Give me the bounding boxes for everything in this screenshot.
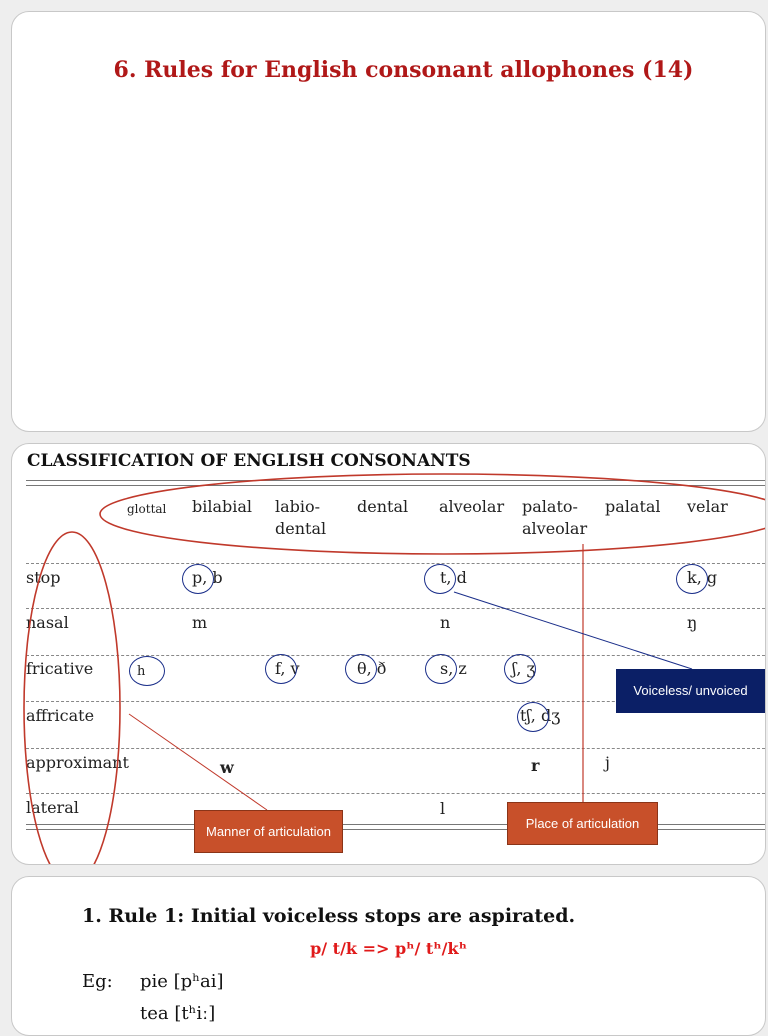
chart-title: CLASSIFICATION OF ENGLISH CONSONANTS	[27, 451, 471, 471]
example-item: pie [pʰai]	[140, 971, 224, 992]
cell-approx-palatal: j	[605, 753, 610, 772]
cell-fric-glottal: h	[137, 664, 146, 679]
place-of-articulation-callout: Place of articulation	[507, 802, 658, 845]
place-header-line2: alveolar	[522, 519, 588, 538]
place-header-velar: velar	[687, 497, 728, 516]
cell-nasal-alveolar: n	[440, 613, 451, 632]
manner-nasal: nasal	[26, 613, 69, 632]
manner-approximant: approximant	[26, 753, 129, 772]
place-header-line1: labio-	[275, 497, 321, 516]
place-header-alveolar: alveolar	[439, 497, 505, 516]
example-item: tea [tʰiː]	[140, 1003, 216, 1024]
place-header-bilabial: bilabial	[192, 497, 253, 516]
voiceless-callout: Voiceless/ unvoiced	[616, 669, 765, 713]
manner-lateral: lateral	[26, 798, 79, 817]
example-label: Eg:	[82, 971, 113, 992]
cell-nasal-velar: ŋ	[687, 613, 698, 632]
manner-of-articulation-callout: Manner of articulation	[194, 810, 343, 853]
cell-approx-palatoalveolar: r	[531, 756, 540, 775]
cell-lateral-alveolar: l	[440, 799, 446, 818]
cell-fric-dental: θ, ð	[357, 659, 387, 678]
manner-stop: stop	[26, 568, 61, 587]
slide-3-rule-1	[11, 876, 766, 1036]
cell-stop-velar: k, g	[687, 568, 718, 587]
place-header-palatal: palatal	[605, 497, 661, 516]
place-header-dental: dental	[357, 497, 409, 516]
place-header-line1: palato-	[522, 497, 578, 516]
cell-fric-palatoalveolar: ʃ, ʒ	[512, 659, 536, 678]
cell-fric-alveolar: s, z	[440, 659, 467, 678]
place-header-line2: dental	[275, 519, 327, 538]
rule-formula: p/ t/k => pʰ/ tʰ/kʰ	[310, 939, 467, 958]
slide-1	[11, 11, 766, 432]
slide-title: 6. Rules for English consonant allophones (14)	[113, 57, 694, 83]
manner-fricative: fricative	[26, 659, 94, 678]
cell-stop-bilabial: p, b	[192, 568, 223, 587]
place-header-glottal: glottal	[127, 502, 167, 516]
cell-stop-alveolar: t, d	[440, 568, 467, 587]
manner-affricate: affricate	[26, 706, 95, 725]
slide-2-consonant-chart	[11, 443, 766, 865]
cell-nasal-bilabial: m	[192, 613, 208, 632]
rule-heading: 1. Rule 1: Initial voiceless stops are aspirated.	[82, 905, 576, 927]
cell-fric-labiodental: f, v	[275, 659, 300, 678]
cell-affr-palatoalveolar: tʃ, dʒ	[520, 706, 561, 725]
cell-approx-bilabial: w	[220, 758, 234, 777]
